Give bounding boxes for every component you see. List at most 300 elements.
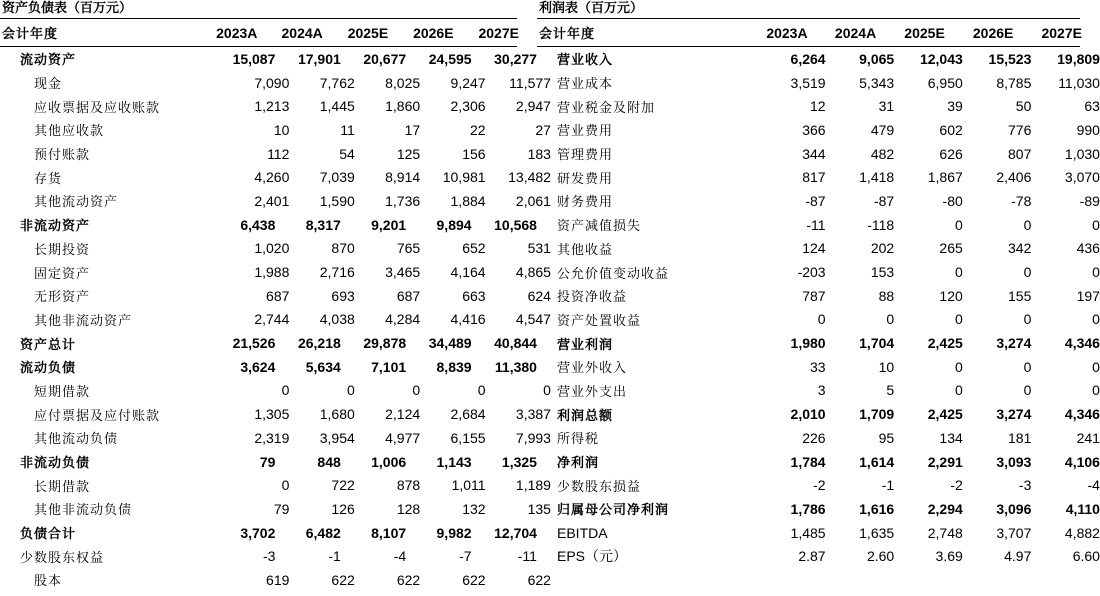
value-cell: 2,294 bbox=[927, 500, 963, 517]
year-header: 2023A bbox=[766, 24, 808, 41]
table-row bbox=[537, 71, 1100, 95]
table-row bbox=[537, 165, 1100, 189]
value-cell: 2,744 bbox=[254, 311, 290, 328]
row-label: 净利润 bbox=[557, 456, 600, 472]
row-label: 应付票据及应付账款 bbox=[34, 408, 161, 424]
row-label: 其他流动资产 bbox=[34, 195, 119, 211]
value-cell: 12,704 bbox=[494, 524, 537, 541]
value-cell: 226 bbox=[802, 429, 826, 446]
value-cell: 990 bbox=[1076, 121, 1100, 138]
value-cell: 79 bbox=[273, 500, 290, 517]
value-cell: 22 bbox=[469, 121, 486, 138]
value-cell: 7,039 bbox=[319, 169, 355, 186]
value-cell: 19,809 bbox=[1057, 50, 1100, 67]
row-label: 无形资产 bbox=[34, 290, 91, 306]
income-statement-title: 利润表（百万元） bbox=[537, 0, 1080, 19]
table-row bbox=[537, 544, 1100, 568]
value-cell: 8,317 bbox=[305, 216, 341, 233]
value-cell: 31 bbox=[878, 98, 895, 115]
value-cell: 241 bbox=[1076, 429, 1100, 446]
value-cell: 4,346 bbox=[1064, 406, 1100, 423]
table-row bbox=[537, 308, 1100, 332]
row-label: 长期借款 bbox=[34, 479, 91, 495]
value-cell: 0 bbox=[954, 311, 963, 328]
value-cell: 17 bbox=[404, 121, 421, 138]
row-label: 营业利润 bbox=[557, 337, 614, 353]
value-cell: 15,087 bbox=[232, 50, 276, 67]
value-cell: 4,164 bbox=[450, 264, 486, 281]
value-cell: 54 bbox=[339, 145, 355, 162]
row-label: 固定资产 bbox=[34, 266, 91, 282]
value-cell: 10 bbox=[878, 358, 895, 375]
value-cell: 2,947 bbox=[515, 98, 551, 115]
value-cell: 0 bbox=[281, 477, 290, 494]
value-cell: 79 bbox=[259, 453, 276, 470]
value-cell: 1,980 bbox=[790, 335, 826, 352]
value-cell: 0 bbox=[886, 311, 895, 328]
table-row bbox=[537, 402, 1100, 426]
value-cell: 4,106 bbox=[1064, 453, 1100, 470]
value-cell: 17,901 bbox=[297, 50, 341, 67]
value-cell: 3,519 bbox=[790, 74, 826, 91]
value-cell: -80 bbox=[942, 192, 963, 209]
value-cell: 156 bbox=[462, 145, 486, 162]
table-row bbox=[537, 189, 1100, 213]
value-cell: 3.69 bbox=[935, 548, 963, 565]
value-cell: 6,438 bbox=[240, 216, 276, 233]
value-cell: -11 bbox=[806, 216, 826, 233]
value-cell: 1,418 bbox=[859, 169, 895, 186]
row-label: 营业收入 bbox=[557, 53, 614, 69]
value-cell: -89 bbox=[1079, 192, 1100, 209]
value-cell: 202 bbox=[870, 240, 895, 257]
value-cell: 183 bbox=[527, 145, 551, 162]
row-label: 公允价值变动收益 bbox=[557, 266, 670, 282]
table-row bbox=[537, 379, 1100, 403]
value-cell: 8,914 bbox=[385, 169, 421, 186]
value-cell: 1,189 bbox=[515, 477, 551, 494]
value-cell: 9,201 bbox=[371, 216, 407, 233]
table-row bbox=[0, 426, 551, 450]
row-label: 资产减值损失 bbox=[557, 219, 642, 235]
value-cell: 3,070 bbox=[1064, 169, 1100, 186]
value-cell: 8,107 bbox=[371, 524, 407, 541]
value-cell: 652 bbox=[462, 240, 486, 257]
value-cell: 124 bbox=[802, 240, 826, 257]
value-cell: 687 bbox=[266, 287, 290, 304]
value-cell: 5,634 bbox=[305, 358, 341, 375]
table-row bbox=[0, 189, 551, 213]
value-cell: 181 bbox=[1008, 429, 1032, 446]
value-cell: 1,614 bbox=[859, 453, 895, 470]
value-cell: 619 bbox=[266, 571, 290, 588]
value-cell: 3 bbox=[817, 382, 826, 399]
value-cell: 2,291 bbox=[927, 453, 963, 470]
table-row bbox=[537, 497, 1100, 521]
value-cell: 3,702 bbox=[240, 524, 276, 541]
income-statement-table bbox=[537, 0, 1100, 568]
row-label: EBITDA bbox=[557, 524, 608, 541]
row-label: 应收票据及应收账款 bbox=[34, 100, 161, 116]
value-cell: 1,867 bbox=[927, 169, 963, 186]
value-cell: 622 bbox=[331, 571, 355, 588]
table-row bbox=[537, 331, 1100, 355]
value-cell: 1,006 bbox=[371, 453, 407, 470]
value-cell: 3,624 bbox=[240, 358, 276, 375]
value-cell: 39 bbox=[947, 98, 963, 115]
value-cell: -1 bbox=[328, 548, 341, 565]
value-cell: 1,988 bbox=[254, 264, 290, 281]
row-label: 资产处置收益 bbox=[557, 313, 642, 329]
value-cell: 2,748 bbox=[927, 524, 963, 541]
value-cell: -87 bbox=[873, 192, 895, 209]
value-cell: 2,406 bbox=[996, 169, 1032, 186]
value-cell: 4,865 bbox=[515, 264, 551, 281]
value-cell: 2,401 bbox=[254, 192, 290, 209]
value-cell: 1,213 bbox=[254, 98, 290, 115]
value-cell: -3 bbox=[262, 548, 276, 565]
table-row bbox=[0, 237, 551, 261]
row-label: 归属母公司净利润 bbox=[557, 503, 670, 519]
value-cell: 366 bbox=[802, 121, 826, 138]
value-cell: 33 bbox=[810, 358, 826, 375]
row-label: 少数股东权益 bbox=[20, 550, 105, 566]
row-label: 现金 bbox=[34, 77, 63, 93]
value-cell: 0 bbox=[1023, 382, 1032, 399]
year-header: 2024A bbox=[281, 24, 323, 41]
value-cell: 7,090 bbox=[254, 74, 290, 91]
value-cell: 9,065 bbox=[859, 50, 895, 67]
balance-sheet-table bbox=[0, 0, 551, 592]
value-cell: 622 bbox=[396, 571, 421, 588]
table-row bbox=[537, 47, 1100, 71]
value-cell: 50 bbox=[1015, 98, 1032, 115]
value-cell: 120 bbox=[939, 287, 963, 304]
value-cell: 4,284 bbox=[385, 311, 421, 328]
value-cell: 10,981 bbox=[442, 169, 486, 186]
value-cell: 0 bbox=[1092, 382, 1100, 399]
row-label: 负债合计 bbox=[20, 527, 77, 543]
value-cell: 11 bbox=[340, 121, 355, 138]
table-row bbox=[0, 284, 551, 308]
value-cell: 878 bbox=[396, 477, 421, 494]
row-label: 预付账款 bbox=[34, 148, 91, 164]
table-row bbox=[0, 71, 551, 95]
row-label: 长期投资 bbox=[34, 242, 91, 258]
table-row bbox=[0, 213, 537, 237]
value-cell: 10 bbox=[273, 121, 290, 138]
table-row bbox=[537, 142, 1100, 166]
value-cell: 88 bbox=[878, 287, 895, 304]
value-cell: 2.87 bbox=[798, 548, 826, 565]
value-cell: 0 bbox=[954, 264, 963, 281]
value-cell: 0 bbox=[346, 382, 355, 399]
row-label: 少数股东损益 bbox=[557, 479, 642, 495]
value-cell: 622 bbox=[462, 571, 486, 588]
row-label: 股本 bbox=[34, 574, 63, 590]
value-cell: 132 bbox=[462, 500, 486, 517]
value-cell: 10,568 bbox=[494, 216, 537, 233]
value-cell: -4 bbox=[1087, 477, 1100, 494]
value-cell: 265 bbox=[939, 240, 963, 257]
table-row bbox=[0, 165, 551, 189]
value-cell: 13,482 bbox=[508, 169, 551, 186]
value-cell: 155 bbox=[1008, 287, 1032, 304]
value-cell: 3,274 bbox=[996, 406, 1032, 423]
year-header: 2023A bbox=[216, 24, 258, 41]
value-cell: 342 bbox=[1008, 240, 1032, 257]
value-cell: 531 bbox=[527, 240, 551, 257]
value-cell: -78 bbox=[1011, 192, 1032, 209]
value-cell: 26,218 bbox=[297, 335, 341, 352]
value-cell: 1,786 bbox=[790, 500, 826, 517]
value-cell: 2,124 bbox=[385, 406, 421, 423]
value-cell: -118 bbox=[867, 216, 895, 233]
value-cell: 4,977 bbox=[385, 429, 421, 446]
value-cell: 0 bbox=[477, 382, 486, 399]
value-cell: 0 bbox=[1092, 216, 1100, 233]
value-cell: 436 bbox=[1076, 240, 1100, 257]
year-header: 2026E bbox=[972, 24, 1014, 41]
value-cell: 0 bbox=[1023, 264, 1032, 281]
row-label: 利润总额 bbox=[557, 408, 614, 424]
value-cell: 687 bbox=[396, 287, 421, 304]
value-cell: 1,485 bbox=[790, 524, 826, 541]
value-cell: 27 bbox=[535, 121, 551, 138]
row-label: EPS（元） bbox=[557, 548, 628, 565]
table-row bbox=[0, 521, 537, 545]
value-cell: 63 bbox=[1084, 98, 1100, 115]
table-row bbox=[0, 331, 537, 355]
value-cell: 34,489 bbox=[428, 335, 472, 352]
value-cell: 2.60 bbox=[866, 548, 895, 565]
value-cell: 1,143 bbox=[436, 453, 472, 470]
value-cell: 0 bbox=[954, 382, 963, 399]
row-label: 流动负债 bbox=[20, 361, 77, 377]
value-cell: -11 bbox=[517, 548, 537, 565]
value-cell: 2,061 bbox=[515, 192, 551, 209]
value-cell: 3,387 bbox=[515, 406, 551, 423]
table-row bbox=[537, 284, 1100, 308]
table-row bbox=[0, 355, 537, 379]
table-row bbox=[537, 94, 1100, 118]
value-cell: 11,577 bbox=[509, 74, 551, 91]
value-cell: 6,264 bbox=[790, 50, 826, 67]
value-cell: 722 bbox=[331, 477, 355, 494]
table-row bbox=[537, 237, 1100, 261]
value-cell: 3,707 bbox=[996, 524, 1032, 541]
value-cell: 20,677 bbox=[363, 50, 407, 67]
value-cell: 1,590 bbox=[319, 192, 355, 209]
row-label: 营业费用 bbox=[557, 124, 614, 140]
value-cell: 4,416 bbox=[450, 311, 486, 328]
value-cell: 12,043 bbox=[919, 50, 963, 67]
row-label: 营业税金及附加 bbox=[557, 100, 656, 116]
value-cell: 0 bbox=[1023, 358, 1032, 375]
value-cell: 8,785 bbox=[996, 74, 1032, 91]
value-cell: 482 bbox=[870, 145, 895, 162]
table-row bbox=[537, 450, 1100, 474]
value-cell: 776 bbox=[1008, 121, 1032, 138]
income-statement-header bbox=[537, 19, 1080, 47]
table-row bbox=[0, 118, 551, 142]
value-cell: 602 bbox=[939, 121, 963, 138]
value-cell: 0 bbox=[817, 311, 826, 328]
row-label: 其他流动负债 bbox=[34, 432, 119, 448]
year-header: 2026E bbox=[413, 24, 454, 41]
table-row bbox=[0, 473, 551, 497]
value-cell: 2,684 bbox=[450, 406, 486, 423]
value-cell: 4,882 bbox=[1064, 524, 1100, 541]
table-row bbox=[0, 142, 551, 166]
value-cell: 1,635 bbox=[859, 524, 895, 541]
value-cell: 6,482 bbox=[305, 524, 341, 541]
value-cell: 1,020 bbox=[254, 240, 290, 257]
value-cell: 6,950 bbox=[927, 74, 963, 91]
value-cell: 3,274 bbox=[996, 335, 1032, 352]
value-cell: 807 bbox=[1008, 145, 1032, 162]
value-cell: 663 bbox=[462, 287, 486, 304]
year-header: 2025E bbox=[904, 24, 945, 41]
row-label: 非流动负债 bbox=[20, 456, 91, 472]
value-cell: 2,425 bbox=[927, 406, 963, 423]
table-row bbox=[0, 47, 537, 71]
value-cell: 1,305 bbox=[254, 406, 290, 423]
value-cell: 4,547 bbox=[515, 311, 551, 328]
year-header: 2025E bbox=[347, 24, 389, 41]
year-header: 2027E bbox=[1041, 24, 1082, 41]
value-cell: 0 bbox=[1092, 358, 1100, 375]
value-cell: 622 bbox=[527, 571, 551, 588]
row-label: 营业外收入 bbox=[557, 361, 628, 377]
value-cell: 4,038 bbox=[319, 311, 355, 328]
row-label: 财务费用 bbox=[557, 195, 614, 211]
value-cell: 4,260 bbox=[254, 169, 290, 186]
balance-sheet-rows bbox=[0, 47, 551, 592]
row-label: 其他非流动负债 bbox=[34, 503, 133, 519]
balance-sheet-header bbox=[0, 19, 517, 47]
header-label: 会计年度 bbox=[2, 27, 59, 42]
value-cell: 3,093 bbox=[996, 453, 1032, 470]
value-cell: 9,247 bbox=[450, 74, 486, 91]
value-cell: 6.60 bbox=[1072, 548, 1100, 565]
header-label: 会计年度 bbox=[539, 27, 596, 42]
table-row bbox=[537, 213, 1100, 237]
row-label: 管理费用 bbox=[557, 148, 614, 164]
table-row bbox=[537, 355, 1100, 379]
value-cell: 153 bbox=[870, 264, 895, 281]
value-cell: 344 bbox=[802, 145, 826, 162]
value-cell: 1,011 bbox=[451, 477, 486, 494]
value-cell: 1,884 bbox=[450, 192, 486, 209]
value-cell: 8,839 bbox=[436, 358, 472, 375]
income-statement-rows bbox=[537, 47, 1100, 568]
value-cell: 21,526 bbox=[232, 335, 276, 352]
value-cell: -2 bbox=[950, 477, 963, 494]
table-row bbox=[0, 94, 551, 118]
value-cell: 1,325 bbox=[501, 453, 537, 470]
row-label: 其他收益 bbox=[557, 242, 614, 258]
value-cell: 4.97 bbox=[1004, 548, 1032, 565]
table-row bbox=[537, 118, 1100, 142]
year-header: 2024A bbox=[834, 24, 877, 41]
value-cell: -203 bbox=[797, 264, 826, 281]
value-cell: 11,380 bbox=[494, 358, 537, 375]
row-label: 投资净收益 bbox=[557, 290, 628, 306]
value-cell: 1,704 bbox=[859, 335, 895, 352]
value-cell: 0 bbox=[1023, 311, 1032, 328]
row-label: 流动资产 bbox=[20, 53, 77, 69]
value-cell: 3,096 bbox=[996, 500, 1032, 517]
value-cell: 0 bbox=[1023, 216, 1032, 233]
value-cell: 4,346 bbox=[1064, 335, 1100, 352]
row-label: 其他应收款 bbox=[34, 124, 105, 140]
value-cell: 693 bbox=[331, 287, 355, 304]
value-cell: 787 bbox=[802, 287, 826, 304]
value-cell: 95 bbox=[878, 429, 895, 446]
row-label: 资产总计 bbox=[20, 337, 77, 353]
value-cell: 134 bbox=[939, 429, 963, 446]
value-cell: 624 bbox=[527, 287, 551, 304]
value-cell: 9,982 bbox=[436, 524, 472, 541]
value-cell: 0 bbox=[954, 358, 963, 375]
value-cell: 128 bbox=[396, 500, 421, 517]
value-cell: 125 bbox=[396, 145, 421, 162]
value-cell: 0 bbox=[1092, 311, 1100, 328]
value-cell: 2,319 bbox=[254, 429, 290, 446]
value-cell: 0 bbox=[281, 382, 290, 399]
value-cell: 1,736 bbox=[385, 192, 421, 209]
value-cell: 4,110 bbox=[1065, 500, 1100, 517]
table-row bbox=[0, 544, 537, 568]
value-cell: 479 bbox=[870, 121, 895, 138]
value-cell: 1,860 bbox=[385, 98, 421, 115]
value-cell: 7,993 bbox=[515, 429, 551, 446]
value-cell: 2,306 bbox=[450, 98, 486, 115]
row-label: 营业外支出 bbox=[557, 384, 628, 400]
value-cell: 2,716 bbox=[319, 264, 355, 281]
row-label: 所得税 bbox=[557, 432, 600, 448]
value-cell: 7,101 bbox=[371, 358, 407, 375]
value-cell: 197 bbox=[1076, 287, 1100, 304]
value-cell: 29,878 bbox=[363, 335, 407, 352]
value-cell: 1,784 bbox=[790, 453, 826, 470]
table-row bbox=[537, 473, 1100, 497]
value-cell: 15,523 bbox=[988, 50, 1032, 67]
value-cell: 11,030 bbox=[1058, 74, 1100, 91]
row-label: 存货 bbox=[34, 171, 63, 187]
value-cell: 5,343 bbox=[859, 74, 895, 91]
balance-sheet-title: 资产负债表（百万元） bbox=[0, 0, 517, 19]
value-cell: 2,010 bbox=[790, 406, 826, 423]
value-cell: 135 bbox=[527, 500, 551, 517]
value-cell: 3,954 bbox=[319, 429, 355, 446]
value-cell: 848 bbox=[317, 453, 341, 470]
row-label: 研发费用 bbox=[557, 171, 614, 187]
value-cell: 6,155 bbox=[450, 429, 486, 446]
table-row bbox=[0, 450, 537, 474]
table-row bbox=[537, 521, 1100, 545]
value-cell: 817 bbox=[802, 169, 826, 186]
value-cell: 1,616 bbox=[859, 500, 895, 517]
value-cell: 0 bbox=[412, 382, 421, 399]
row-label: 非流动资产 bbox=[20, 219, 91, 235]
table-row bbox=[0, 260, 551, 284]
value-cell: 1,709 bbox=[859, 406, 895, 423]
value-cell: 126 bbox=[331, 500, 355, 517]
table-row bbox=[0, 402, 551, 426]
row-label: 其他非流动资产 bbox=[34, 313, 133, 329]
